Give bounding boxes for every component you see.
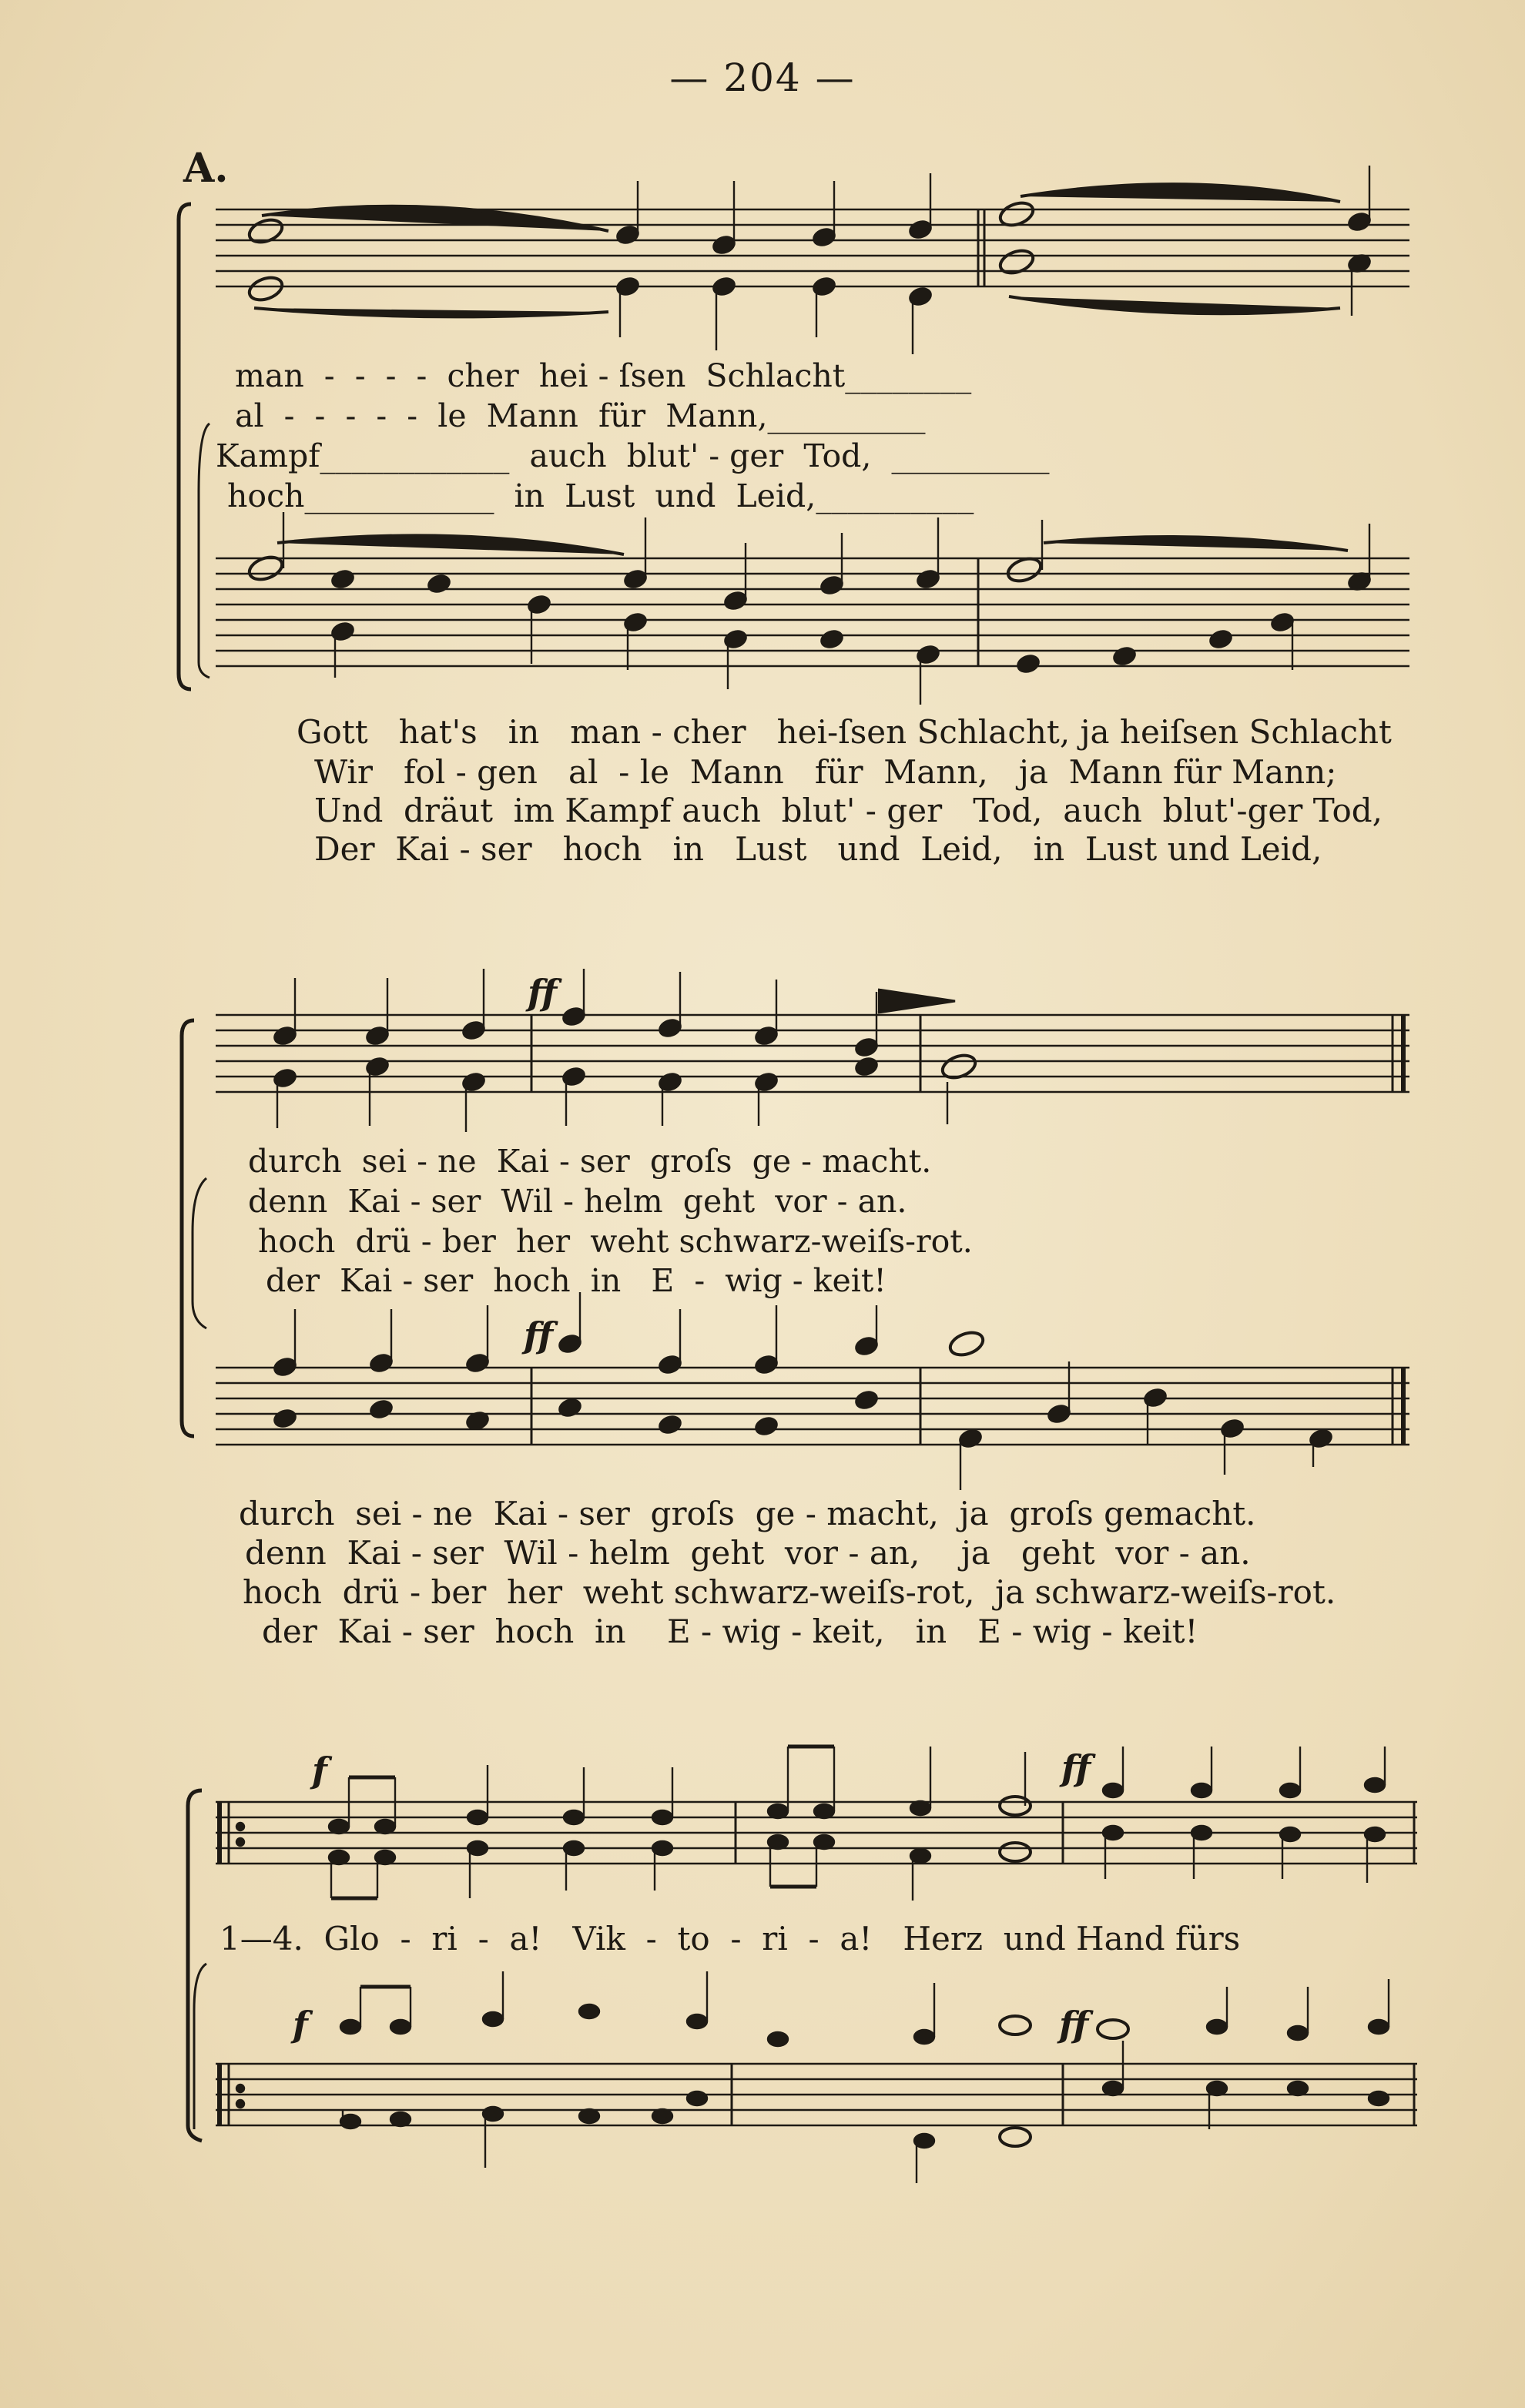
system-3-inner-lyric-1: 1—4. Glo - ri - a! Vik - to - ri - a! Herz und Hand fürs — [220, 1920, 1241, 1958]
system-2-lyric-4: der Kai - ser hoch in E - wig - keit, in E - wig - keit! — [262, 1613, 1198, 1650]
system-1-lower-staff — [216, 558, 1409, 666]
dynamic-marking-ff-2: ff — [524, 1315, 554, 1356]
dynamic-marking-f-1: f — [312, 1750, 327, 1791]
system-2-inner-lyric-2: denn Kai - ser Wil - helm geht vor - an. — [248, 1183, 907, 1220]
system-2-inner-lyric-4: der Kai - ser hoch in E - wig - keit! — [266, 1262, 887, 1299]
system-2-lower-notes — [272, 1292, 1333, 1490]
dynamic-marking-ff-3: ff — [1061, 1747, 1091, 1789]
system-1-inner-brace — [199, 424, 209, 678]
system-1-inner-lyric-2: al - - - - - le Mann für Mann,__________ — [235, 397, 926, 434]
dynamic-marking-f-2: f — [293, 2004, 308, 2045]
system-2-lyric-2: denn Kai - ser Wil - helm geht vor - an, ja geht vor - an. — [245, 1534, 1251, 1572]
system-1-inner-lyric-1: man - - - - cher hei - ſsen Schlacht________ — [235, 357, 972, 394]
system-2-inner-lyric-1: durch sei - ne Kai - ser groſs ge - macht. — [248, 1143, 932, 1180]
system-1-lyric-2: Wir fol - gen al - le Mann für Mann, ja Mann für Mann; — [314, 753, 1337, 791]
system-2-lyric-1: durch sei - ne Kai - ser groſs ge - macht, ja groſs gemacht. — [239, 1495, 1256, 1532]
system-1-inner-lyric-4: hoch____________ in Lust und Leid,__________ — [227, 477, 974, 514]
system-2-lyric-3: hoch drü - ber her weht schwarz-weiſs-rot, ja schwarz-weiſs-rot. — [243, 1573, 1336, 1611]
dynamic-marking-ff-4: ff — [1059, 2004, 1089, 2045]
system-1-lower-notes — [246, 512, 1372, 705]
system-1-brace — [179, 204, 191, 689]
page-number: — 204 — — [669, 55, 856, 100]
system-3-lower-notes — [236, 1971, 1389, 2183]
system-2-inner-lyric-3: hoch drü - ber her weht schwarz-weiſs-rot. — [258, 1223, 973, 1260]
section-label: A. — [183, 145, 229, 192]
system-1-lyric-1: Gott hat's in man - cher hei-ſsen Schlacht, ja heiſsen Schlacht — [297, 713, 1392, 751]
system-1-lyric-3: Und dräut im Kampf auch blut' - ger Tod, auch blut'-ger Tod, — [314, 792, 1383, 829]
system-2-upper-staff — [216, 1015, 1409, 1092]
system-3-inner-brace — [194, 1964, 206, 2129]
system-2-upper-notes — [272, 969, 978, 1132]
system-2-inner-brace — [193, 1178, 206, 1328]
system-1-lyric-4: Der Kai - ser hoch in Lust und Leid, in Lust und Leid, — [314, 830, 1322, 868]
system-3-upper-notes — [236, 1747, 1385, 1901]
dynamic-marking-ff-1: ff — [528, 972, 558, 1013]
system-1-inner-lyric-3: Kampf____________ auch blut' - ger Tod, __________ — [216, 437, 1050, 474]
system-1-upper-notes — [246, 166, 1372, 354]
